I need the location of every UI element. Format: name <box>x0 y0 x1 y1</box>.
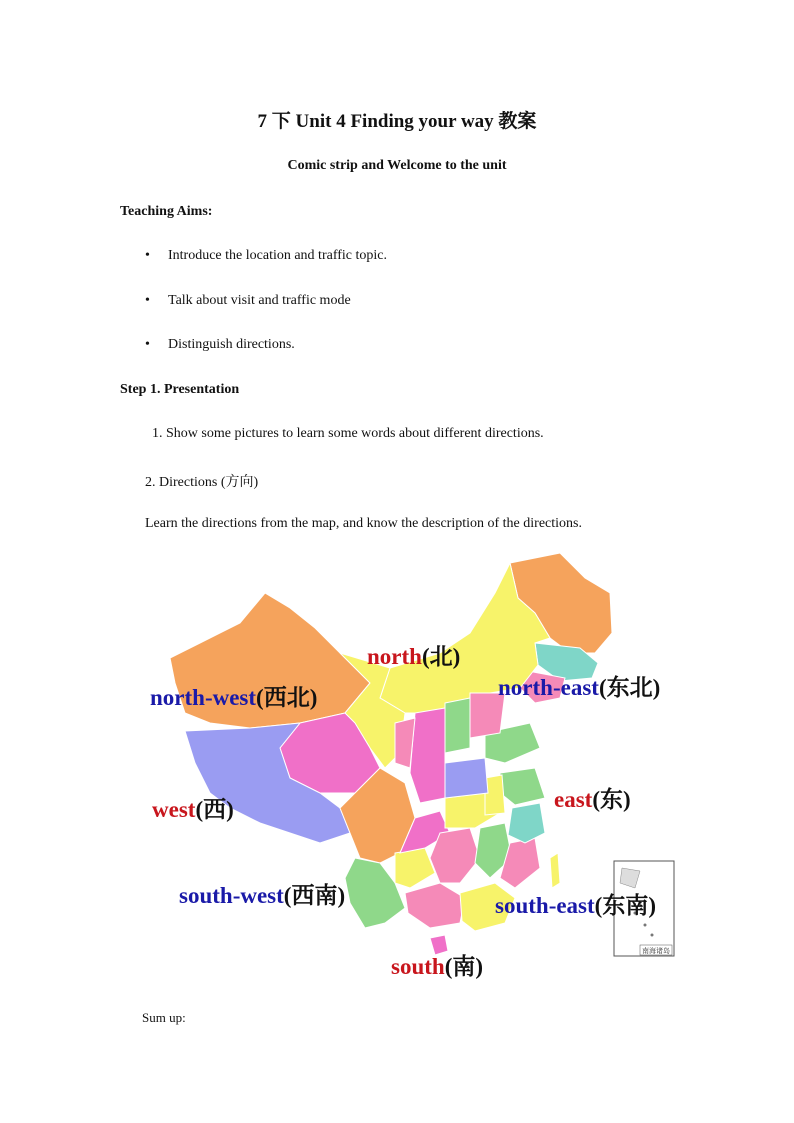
direction-west-en: west <box>152 797 196 822</box>
bullet-icon: • <box>145 337 150 352</box>
region-shaanxi <box>410 708 445 803</box>
sum-up-label: Sum up: <box>142 1010 186 1025</box>
inset-island <box>644 924 647 927</box>
direction-west <box>152 791 234 824</box>
direction-north <box>367 638 460 671</box>
direction-north-east-zh: (东北) <box>598 675 661 700</box>
region-jiangsu <box>500 768 545 805</box>
region-henan <box>445 758 488 798</box>
region-guizhou <box>395 848 435 888</box>
region-shanxi <box>445 698 470 753</box>
inset-island <box>651 934 654 937</box>
step1-item-3: Learn the directions from the map, and know the description of the directions. <box>145 516 582 531</box>
region-guangxi <box>405 883 465 928</box>
direction-south-en: south <box>391 954 445 979</box>
direction-east-en: east <box>554 787 593 812</box>
region-anhui <box>485 775 505 815</box>
direction-north-west <box>150 679 317 712</box>
direction-north-en: north <box>367 644 422 669</box>
bullet-icon: • <box>145 248 150 263</box>
direction-west-zh: (西) <box>195 797 234 822</box>
document-subtitle: Comic strip and Welcome to the unit <box>287 158 507 173</box>
china-map <box>140 553 700 983</box>
teaching-aims-heading: Teaching Aims: <box>120 204 213 219</box>
document-title: 7 下 Unit 4 Finding your way 教案 <box>257 111 537 132</box>
aim-item-1: Introduce the location and traffic topic. <box>168 248 387 263</box>
direction-south-east <box>495 887 656 920</box>
direction-north-east-en: north-east <box>498 675 599 700</box>
direction-south <box>391 948 483 981</box>
direction-north-zh: (北) <box>421 644 461 669</box>
direction-east <box>554 781 631 814</box>
step1-heading: Step 1. Presentation <box>120 382 240 397</box>
direction-south-east-zh: (东南) <box>594 893 656 918</box>
direction-south-west <box>179 877 345 910</box>
direction-north-west-en: north-west <box>150 685 257 710</box>
region-taiwan <box>550 853 560 888</box>
direction-south-east-en: south-east <box>495 893 595 918</box>
direction-east-zh: (东) <box>592 787 631 812</box>
bullet-icon: • <box>145 293 150 308</box>
direction-south-west-zh: (西南) <box>283 883 346 908</box>
direction-south-zh: (南) <box>444 954 484 979</box>
direction-north-east <box>498 669 660 702</box>
aim-item-3: Distinguish directions. <box>168 337 295 352</box>
region-zhejiang <box>508 803 545 843</box>
step1-item-1: 1. Show some pictures to learn some words about different directions. <box>152 426 544 441</box>
step1-item-2: 2. Directions (方向) <box>145 475 259 490</box>
aim-item-2: Talk about visit and traffic mode <box>168 293 351 308</box>
direction-north-west-zh: (西北) <box>256 685 318 710</box>
direction-south-west-en: south-west <box>179 883 284 908</box>
inset-label: 南海诸岛 <box>642 947 670 955</box>
